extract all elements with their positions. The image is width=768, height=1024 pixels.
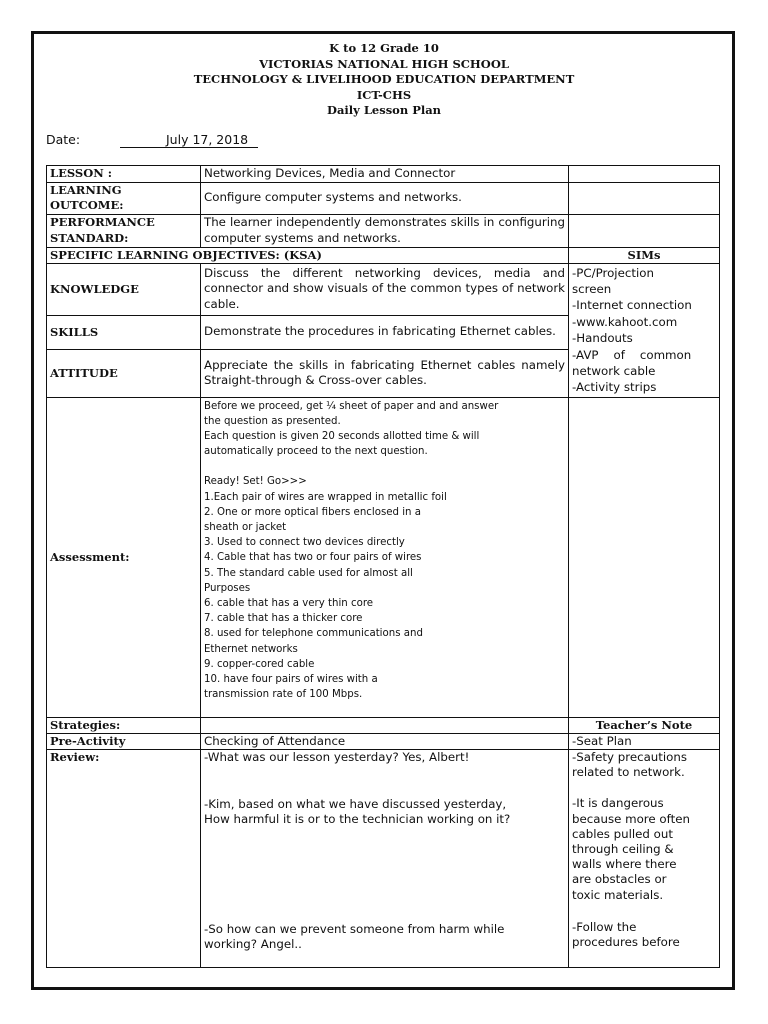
assessment-line: 6. cable that has a very thin core [204, 597, 374, 609]
table-row-outcome [47, 182, 720, 214]
assessment-line: 10. have four pairs of wires with a [204, 673, 378, 685]
knowledge-value: Discuss the different networking devices, media and connector and show visuals of the common types of network cable. [201, 263, 569, 315]
grade-level: K to 12 Grade 10 [329, 41, 439, 55]
table-row-assessment [47, 397, 720, 717]
list-item: -AVP of common [572, 347, 692, 362]
review-question-2: -Kim, based on what we have discussed yesterday, [204, 796, 507, 811]
strand-name: ICT-CHS [356, 87, 412, 102]
date-value: July 17, 2018 [120, 132, 258, 148]
assessment-line: the question as presented. [204, 415, 341, 427]
assessment-line: Each question is given 20 seconds allotted time & will [204, 430, 480, 442]
assessment-line: Before we proceed, get ¼ sheet of paper and and answer [204, 400, 499, 412]
review-question-3-cont: working? Angel.. [204, 937, 302, 951]
review-note-2-line: toxic materials. [572, 887, 664, 902]
outcome-label: LEARNING OUTCOME: [47, 182, 201, 214]
review-question-2-cont: How harmful it is or to the technician working on it? [204, 812, 511, 826]
review-note-2-line: walls where there [572, 857, 677, 872]
assessment-line: 3. Used to connect two devices directly [204, 537, 405, 549]
table-row-pre-activity [47, 733, 720, 750]
document-title: Daily Lesson Plan [326, 103, 442, 117]
date-row [46, 132, 249, 147]
strategies-label: Strategies: [47, 717, 201, 733]
empty-cell [569, 182, 720, 214]
review-note-2-line: are obstacles or [572, 872, 667, 887]
department-name: TECHNOLOGY & LIVELIHOOD EDUCATION DEPARTMENT [193, 72, 575, 86]
sims-header: SIMs [569, 247, 720, 263]
list-item: -Handouts [572, 331, 633, 346]
performance-value: The learner independently demonstrates skills in configuring computer systems and networks. [201, 214, 569, 247]
assessment-content [201, 397, 569, 717]
assessment-line: 4. Cable that has two or four pairs of wires [204, 552, 422, 564]
assessment-line: Purposes [204, 582, 251, 594]
table-row-review [47, 750, 720, 968]
review-question-3: -So how can we prevent someone from harm while [204, 921, 505, 936]
list-item: screen [572, 281, 612, 296]
review-question-1: -What was our lesson yesterday? Yes, Albert! [204, 750, 470, 764]
list-item: -www.kahoot.com [572, 314, 678, 329]
assessment-line: 1.Each pair of wires are wrapped in metallic foil [204, 491, 447, 503]
skills-label: SKILLS [47, 315, 201, 349]
assessment-line: 8. used for telephone communications and [204, 628, 423, 640]
assessment-line: Ethernet networks [204, 643, 298, 655]
review-note-2-line: cables pulled out [572, 826, 673, 841]
list-item: -Internet connection [572, 298, 692, 313]
lesson-plan-table [46, 165, 720, 968]
school-name: VICTORIAS NATIONAL HIGH SCHOOL [259, 56, 509, 71]
assessment-spacer [204, 459, 565, 474]
sims-list [569, 263, 720, 397]
assessment-line: 2. One or more optical fibers enclosed in a [204, 506, 421, 518]
skills-value: Demonstrate the procedures in fabricating Ethernet cables. [201, 315, 569, 349]
table-row-knowledge [47, 263, 720, 315]
review-note-3-cont: procedures before [572, 935, 680, 950]
empty-cell [201, 717, 569, 733]
pre-activity-label: Pre-Activity [47, 733, 201, 750]
review-label: Review: [47, 750, 201, 968]
pre-activity-value: Checking of Attendance [201, 733, 569, 750]
teachers-note-header: Teacher’s Note [569, 717, 720, 733]
attitude-value: Appreciate the skills in fabricating Ethernet cables namely Straight-through & Cross-over cables. [201, 349, 569, 397]
empty-cell [569, 214, 720, 247]
performance-label: PERFORMANCE STANDARD: [47, 214, 201, 247]
assessment-line: 5. The standard cable used for almost all [204, 567, 413, 579]
list-item: -PC/Projection [572, 265, 654, 280]
review-note-3: -Follow the [572, 919, 637, 934]
review-note-1: -Safety precautions [572, 750, 688, 764]
review-notes [569, 750, 720, 968]
outcome-value: Configure computer systems and networks. [201, 182, 569, 214]
attitude-label: ATTITUDE [47, 349, 201, 397]
knowledge-label: KNOWLEDGE [47, 263, 201, 315]
review-questions [201, 750, 569, 968]
document-header [0, 41, 768, 119]
table-row-lesson [47, 166, 720, 183]
list-item: network cable [572, 363, 656, 378]
review-note-2-line: through ceiling & [572, 842, 674, 857]
review-note-2-line: because more often [572, 811, 690, 826]
assessment-label: Assessment: [47, 397, 201, 717]
assessment-line: sheath or jacket [204, 521, 287, 533]
assessment-line: transmission rate of 100 Mbps. [204, 689, 363, 701]
date-label: Date: [46, 132, 81, 147]
review-note-1-cont: related to network. [572, 765, 685, 780]
table-row-strategies [47, 717, 720, 733]
objectives-label: SPECIFIC LEARNING OBJECTIVES: (KSA) [47, 247, 569, 263]
list-item: -Activity strips [572, 380, 657, 395]
pre-activity-note: -Seat Plan [569, 733, 720, 750]
empty-cell [569, 397, 720, 717]
assessment-line: Ready! Set! Go>>> [204, 476, 307, 488]
table-row-performance [47, 214, 720, 247]
empty-cell [569, 166, 720, 183]
assessment-line: 9. copper-cored cable [204, 658, 315, 670]
lesson-value: Networking Devices, Media and Connector [201, 166, 569, 183]
lesson-label: LESSON : [47, 166, 201, 183]
review-note-2: -It is dangerous [572, 796, 664, 811]
table-row-objectives [47, 247, 720, 263]
assessment-line: 7. cable that has a thicker core [204, 613, 363, 625]
assessment-line: automatically proceed to the next question. [204, 446, 428, 458]
